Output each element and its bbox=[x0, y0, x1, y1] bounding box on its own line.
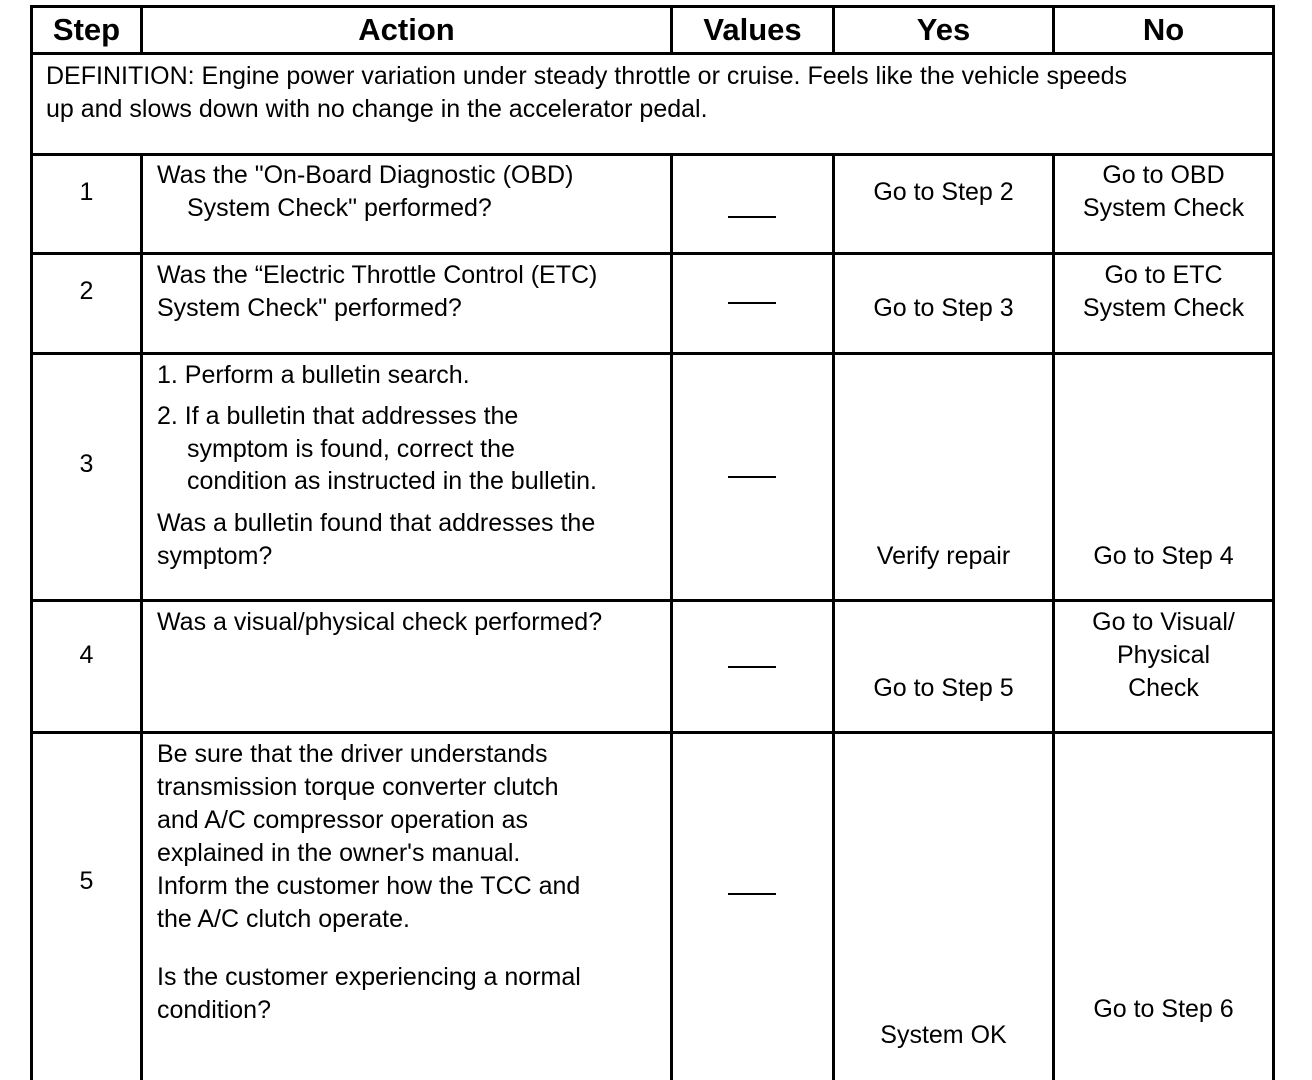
action-text: 1. Perform a bulletin search. bbox=[157, 361, 470, 389]
yes-text: Go to Step 5 bbox=[873, 674, 1014, 702]
row-divider bbox=[30, 599, 1275, 602]
action-text: Was the “Electric Throttle Control (ETC) bbox=[157, 261, 598, 289]
action-text: Was the "On-Board Diagnostic (OBD) bbox=[157, 161, 574, 189]
action-text: Is the customer experiencing a normal bbox=[157, 963, 581, 991]
no-text: Check bbox=[1128, 674, 1199, 702]
step-number: 4 bbox=[79, 641, 94, 669]
diagnostic-table bbox=[30, 5, 1275, 1080]
action-text: symptom is found, correct the bbox=[187, 435, 515, 463]
action-text: symptom? bbox=[157, 542, 273, 570]
action-text: 2. If a bulletin that addresses the bbox=[157, 402, 519, 430]
definition-divider bbox=[30, 153, 1275, 156]
header-yes: Yes bbox=[916, 12, 971, 47]
column-divider bbox=[140, 153, 143, 1080]
header-values: Values bbox=[703, 12, 802, 47]
action-text: Was a bulletin found that addresses the bbox=[157, 509, 596, 537]
table-border-top bbox=[30, 5, 1275, 8]
no-text: System Check bbox=[1082, 294, 1245, 322]
no-text: Go to Step 6 bbox=[1093, 995, 1234, 1023]
header-no: No bbox=[1142, 12, 1185, 47]
action-text: Inform the customer how the TCC and bbox=[157, 872, 581, 900]
yes-text: System OK bbox=[880, 1021, 1007, 1049]
no-text: Go to ETC bbox=[1104, 261, 1223, 289]
yes-text: Verify repair bbox=[876, 542, 1011, 570]
table-border-right bbox=[1272, 5, 1275, 1080]
action-text: System Check" performed? bbox=[157, 294, 462, 322]
action-text: and A/C compressor operation as bbox=[157, 806, 529, 834]
no-value-dash bbox=[728, 216, 776, 218]
yes-text: Go to Step 2 bbox=[873, 178, 1014, 206]
header-action: Action bbox=[358, 12, 455, 47]
step-number: 5 bbox=[79, 867, 94, 895]
row-divider bbox=[30, 252, 1275, 255]
definition-line: up and slows down with no change in the accelerator pedal. bbox=[46, 95, 708, 123]
step-number: 1 bbox=[79, 178, 94, 206]
action-text: condition? bbox=[157, 996, 271, 1024]
action-text: condition as instructed in the bulletin. bbox=[187, 467, 597, 495]
action-text: Was a visual/physical check performed? bbox=[157, 608, 603, 636]
header-step: Step bbox=[52, 12, 121, 47]
action-text: the A/C clutch operate. bbox=[157, 905, 410, 933]
definition-line: DEFINITION: Engine power variation under steady throttle or cruise. Feels like the vehicle speeds bbox=[46, 62, 1128, 90]
step-number: 3 bbox=[79, 450, 94, 478]
row-divider bbox=[30, 731, 1275, 734]
no-text: Physical bbox=[1116, 641, 1211, 669]
no-text: System Check bbox=[1082, 194, 1245, 222]
action-text: System Check" performed? bbox=[187, 194, 492, 222]
step-number: 2 bbox=[79, 277, 94, 305]
no-text: Go to Step 4 bbox=[1093, 542, 1234, 570]
action-text: Be sure that the driver understands bbox=[157, 740, 548, 768]
column-divider bbox=[670, 153, 673, 1080]
no-value-dash bbox=[728, 476, 776, 478]
action-text: explained in the owner's manual. bbox=[157, 839, 521, 867]
yes-text: Go to Step 3 bbox=[873, 294, 1014, 322]
action-text: transmission torque converter clutch bbox=[157, 773, 559, 801]
table-border-left bbox=[30, 5, 33, 1080]
no-value-dash bbox=[728, 302, 776, 304]
header-divider bbox=[30, 52, 1275, 55]
no-value-dash bbox=[728, 893, 776, 895]
row-divider bbox=[30, 352, 1275, 355]
no-value-dash bbox=[728, 666, 776, 668]
no-text: Go to OBD bbox=[1102, 161, 1225, 189]
no-text: Go to Visual/ bbox=[1092, 608, 1235, 636]
